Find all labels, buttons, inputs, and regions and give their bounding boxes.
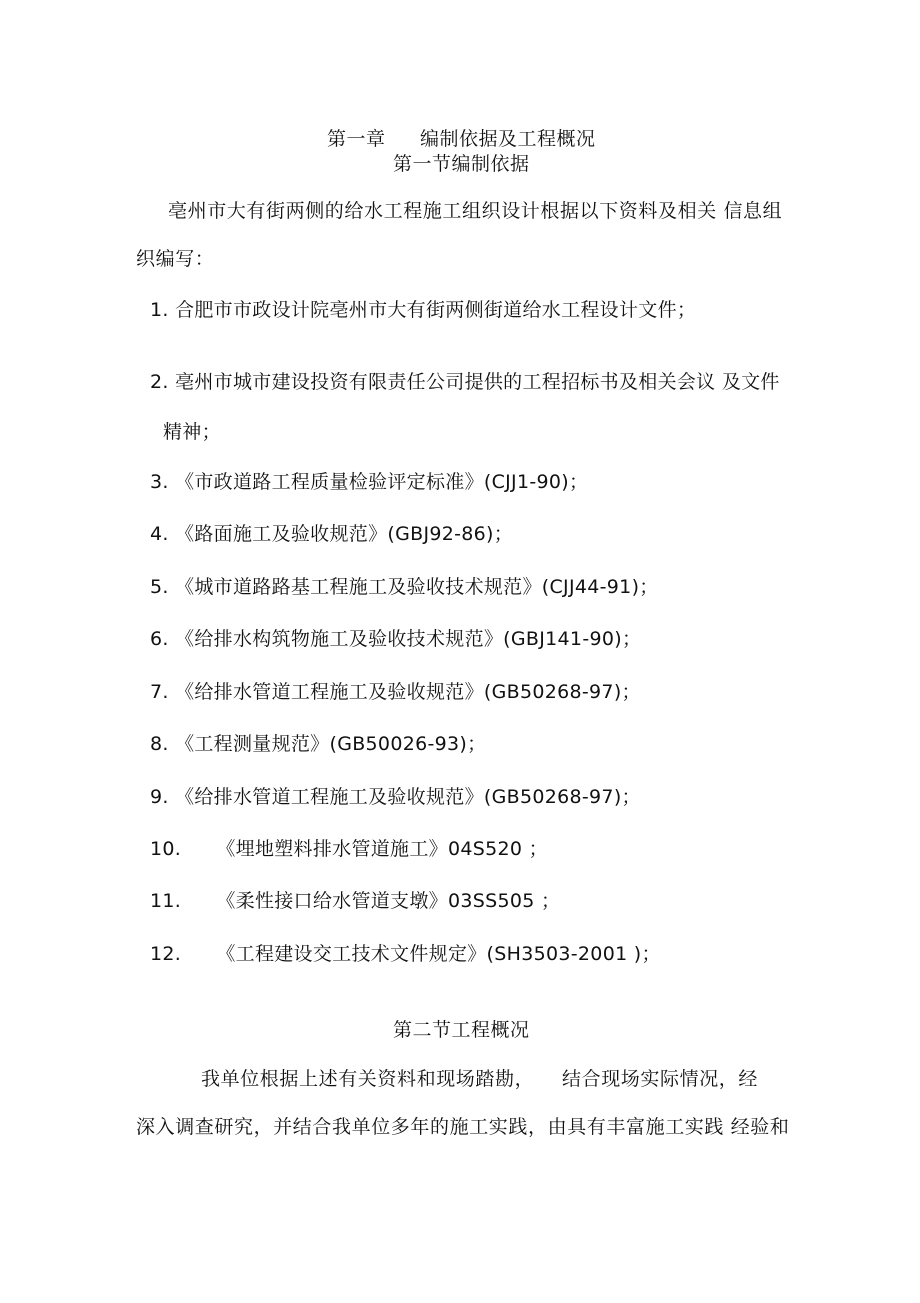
list-item-text: 《市政道路工程质量检验评定标准》(CJJ1-90)；: [175, 471, 589, 493]
section1-title: 第一节编制依据: [393, 153, 530, 175]
list-item-number: 7.: [150, 681, 169, 703]
list-item-number: 10.: [150, 838, 182, 860]
list-item-7: [150, 677, 641, 704]
list-item-3: [150, 467, 588, 494]
list-item-2: [150, 367, 780, 394]
overview-line-2: 深入调查研究，并结合我单位多年的施工实践，由具有丰富施工实践 经验和: [136, 1116, 790, 1138]
list-item-text: 《给排水管道工程施工及验收规范》(GB50268-97)；: [175, 786, 641, 808]
list-item-9: [150, 782, 641, 809]
list-item-number: 2.: [150, 371, 169, 393]
section2-title: 第二节工程概况: [393, 1019, 530, 1041]
overview-line-1b: 结合现场实际情况，经: [562, 1068, 759, 1090]
list-item-text: 《埋地塑料排水管道施工》04S520 ；: [216, 838, 548, 860]
overview-line-1a: 我单位根据上述有关资料和现场踏勘，: [201, 1068, 535, 1090]
list-item-text: 《工程测量规范》(GB50026-93)；: [175, 733, 487, 755]
list-item-number: 6.: [150, 628, 169, 650]
list-item-text: 合肥市市政设计院亳州市大有街两侧街道给水工程设计文件；: [175, 299, 697, 321]
list-item-number: 11.: [150, 890, 182, 912]
list-item-number: 4.: [150, 523, 169, 545]
list-item-number: 8.: [150, 733, 169, 755]
list-item-4: [150, 519, 513, 546]
list-item-10: [150, 834, 548, 861]
list-item-6: [150, 624, 641, 651]
list-item-12: [150, 939, 661, 966]
list-item-11: [150, 886, 560, 913]
chapter-title: 编制依据及工程概况: [420, 128, 596, 150]
intro-line-2: 织编写：: [136, 248, 215, 270]
list-item-2-continuation: 精神；: [163, 421, 221, 443]
list-item-1: [150, 295, 696, 322]
list-item-number: 3.: [150, 471, 169, 493]
list-item-8: [150, 729, 486, 756]
intro-line-1: 亳州市大有街两侧的给水工程施工组织设计根据以下资料及相关 信息组: [168, 200, 783, 222]
list-item-number: 9.: [150, 786, 169, 808]
list-item-text: 《给排水管道工程施工及验收规范》(GB50268-97)；: [175, 681, 641, 703]
list-item-text: 《柔性接口给水管道支墩》03SS505 ；: [216, 890, 561, 912]
list-item-text: 《工程建设交工技术文件规定》(SH3503-2001 )；: [216, 943, 661, 965]
list-item-text: 《路面施工及验收规范》(GBJ92-86)；: [175, 523, 514, 545]
chapter-label: 第一章: [327, 128, 386, 150]
list-item-text: 亳州市城市建设投资有限责任公司提供的工程招标书及相关会议 及文件: [175, 371, 780, 393]
list-item-number: 1.: [150, 299, 169, 321]
list-item-number: 12.: [150, 943, 182, 965]
list-item-number: 5.: [150, 576, 169, 598]
list-item-text: 《城市道路路基工程施工及验收技术规范》(CJJ44-91)；: [175, 576, 659, 598]
list-item-text: 《给排水构筑物施工及验收技术规范》(GBJ141-90)；: [175, 628, 642, 650]
list-item-5: [150, 572, 659, 599]
